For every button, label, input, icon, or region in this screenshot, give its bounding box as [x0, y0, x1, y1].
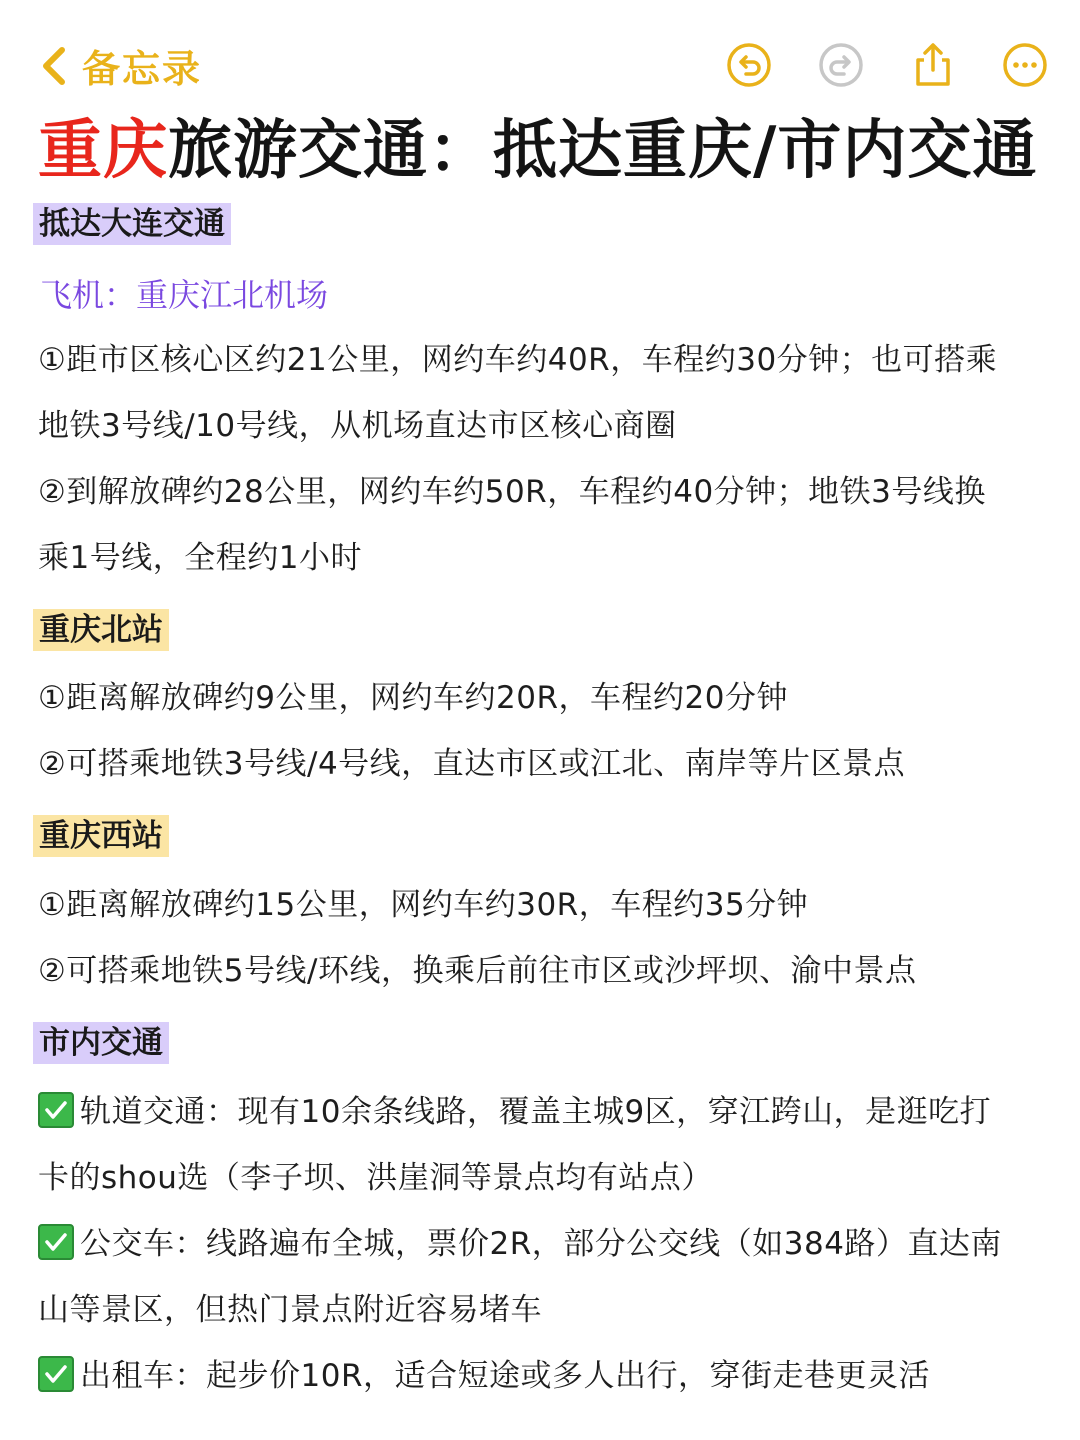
rail-text: 轨道交通：现有10余条线路，覆盖主城9区，穿江跨山，是逛吃打	[80, 1094, 992, 1130]
text-line: ①距离解放碑约15公里，网约车约30R，车程约35分钟	[38, 887, 809, 923]
title-rest: 旅游交通：抵达重庆/市内交通	[168, 114, 1038, 188]
text-line: 山等景区，但热门景点附近容易堵车	[38, 1292, 542, 1328]
west-station-paragraph	[38, 872, 1048, 1004]
arrival-paragraph	[38, 327, 1048, 591]
text-line: 地铁3号线/10号线，从机场直达市区核心商圈	[38, 408, 677, 444]
share-button[interactable]	[910, 42, 956, 88]
text-line: ①距离解放碑约9公里，网约车约20R，车程约20分钟	[38, 680, 788, 716]
taxi-text: 出租车：起步价10R，适合短途或多人出行，穿街走巷更灵活	[80, 1358, 930, 1394]
back-button[interactable]	[36, 38, 202, 93]
text-line: ②可搭乘地铁5号线/环线，换乘后前往市区或沙坪坝、渝中景点	[38, 953, 917, 989]
checkmark-icon	[38, 1092, 74, 1128]
text-line: ②可搭乘地铁3号线/4号线，直达市区或江北、南岸等片区景点	[38, 746, 906, 782]
undo-icon	[726, 42, 772, 88]
text-line: 乘1号线，全程约1小时	[38, 540, 362, 576]
undo-button[interactable]	[726, 42, 772, 88]
checkmark-icon	[38, 1356, 74, 1392]
title-highlight: 重庆	[38, 114, 168, 188]
section-tag-north-station: 重庆北站	[33, 609, 169, 651]
page-title	[38, 108, 1068, 194]
section-tag-west-station: 重庆西站	[33, 815, 169, 857]
bus-line	[38, 1211, 1048, 1277]
text-line: ②到解放碑约28公里，网约车约50R，车程约40分钟；地铁3号线换	[38, 474, 986, 510]
section-tag-city: 市内交通	[33, 1022, 169, 1064]
section-tag-arrival: 抵达大连交通	[33, 203, 231, 245]
bus-text: 公交车：线路遍布全城，票价2R，部分公交线（如384路）直达南	[80, 1226, 1002, 1262]
text-line: 卡的shou选（李子坝、洪崖洞等景点均有站点）	[38, 1160, 713, 1196]
more-icon	[1002, 42, 1048, 88]
more-button[interactable]	[1002, 42, 1048, 88]
redo-button[interactable]	[818, 42, 864, 88]
airport-heading: 飞机：重庆江北机场	[40, 276, 329, 314]
back-label: 备忘录	[82, 47, 203, 91]
taxi-line	[38, 1343, 1048, 1409]
checkmark-icon	[38, 1224, 74, 1260]
top-bar	[0, 28, 1080, 100]
rail-line	[38, 1079, 1048, 1145]
text-line: ①距市区核心区约21公里，网约车约40R，车程约30分钟；也可搭乘	[38, 342, 998, 378]
city-paragraph	[38, 1079, 1048, 1409]
share-icon	[910, 42, 956, 88]
chevron-left-icon	[36, 44, 72, 88]
redo-icon	[818, 42, 864, 88]
north-station-paragraph	[38, 665, 1048, 797]
